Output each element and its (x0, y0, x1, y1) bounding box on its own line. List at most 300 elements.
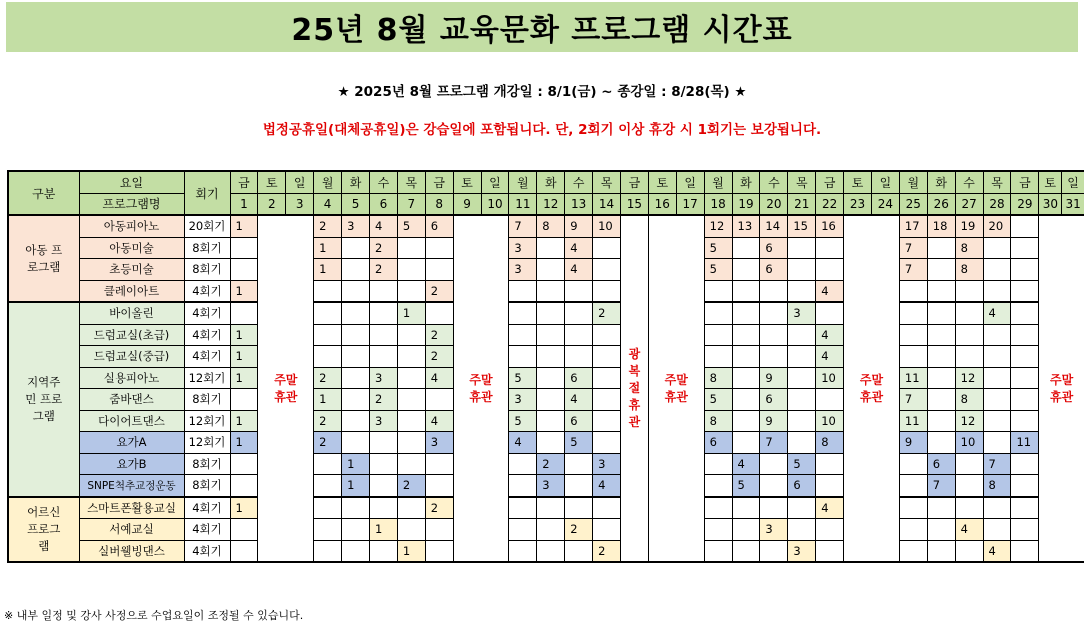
schedule-cell (565, 302, 593, 324)
date-cell: 15 (620, 193, 648, 215)
schedule-cell (788, 432, 816, 454)
weekday-cell: 일 (676, 171, 704, 193)
schedule-cell (704, 346, 732, 368)
schedule-cell (397, 280, 425, 302)
date-cell: 11 (509, 193, 537, 215)
schedule-cell (342, 432, 370, 454)
session-count: 4회기 (184, 280, 230, 302)
program-name: 요가B (79, 453, 184, 475)
schedule-cell (816, 259, 844, 281)
schedule-cell: 1 (230, 324, 258, 346)
date-cell: 10 (481, 193, 509, 215)
schedule-cell: 6 (760, 389, 788, 411)
schedule-cell (927, 367, 955, 389)
schedule-cell (369, 540, 397, 562)
schedule-cell: 3 (369, 367, 397, 389)
schedule-cell: 4 (369, 215, 397, 237)
schedule-cell (788, 367, 816, 389)
weekday-cell: 일 (871, 171, 899, 193)
schedule-cell: 7 (899, 237, 927, 259)
schedule-cell: 1 (342, 475, 370, 497)
schedule-cell (760, 453, 788, 475)
schedule-cell: 11 (899, 367, 927, 389)
schedule-cell: 5 (565, 432, 593, 454)
schedule-cell (1011, 497, 1039, 519)
schedule-cell (230, 237, 258, 259)
schedule-cell (1011, 453, 1039, 475)
date-cell: 26 (927, 193, 955, 215)
schedule-cell (342, 540, 370, 562)
schedule-cell (1011, 410, 1039, 432)
schedule-cell: 17 (899, 215, 927, 237)
schedule-cell (899, 324, 927, 346)
schedule-cell (369, 302, 397, 324)
schedule-cell (593, 237, 621, 259)
schedule-cell (593, 410, 621, 432)
schedule-cell: 6 (760, 237, 788, 259)
schedule-cell (314, 280, 342, 302)
schedule-cell (1011, 346, 1039, 368)
weekday-cell: 토 (1039, 171, 1062, 193)
schedule-cell (593, 346, 621, 368)
schedule-cell (927, 389, 955, 411)
session-count: 8회기 (184, 389, 230, 411)
schedule-cell (899, 280, 927, 302)
schedule-cell (537, 432, 565, 454)
program-name: 요가A (79, 432, 184, 454)
weekday-cell: 월 (314, 171, 342, 193)
session-count: 20회기 (184, 215, 230, 237)
weekday-cell: 토 (453, 171, 481, 193)
schedule-cell: 18 (927, 215, 955, 237)
weekday-cell: 목 (593, 171, 621, 193)
schedule-cell (537, 237, 565, 259)
schedule-cell (425, 302, 453, 324)
session-count: 8회기 (184, 237, 230, 259)
session-count: 12회기 (184, 367, 230, 389)
schedule-cell: 20 (983, 215, 1011, 237)
schedule-cell (425, 519, 453, 541)
weekday-cell: 일 (481, 171, 509, 193)
schedule-cell (509, 302, 537, 324)
weekday-cell: 화 (927, 171, 955, 193)
schedule-cell: 1 (369, 519, 397, 541)
schedule-cell: 1 (314, 237, 342, 259)
schedule-cell: 1 (230, 215, 258, 237)
date-cell: 9 (453, 193, 481, 215)
schedule-cell (230, 259, 258, 281)
session-count: 4회기 (184, 519, 230, 541)
schedule-cell (704, 497, 732, 519)
weekday-cell: 수 (955, 171, 983, 193)
schedule-cell: 1 (230, 346, 258, 368)
schedule-cell (788, 519, 816, 541)
schedule-cell (983, 280, 1011, 302)
schedule-cell: 2 (593, 302, 621, 324)
header-sessions: 회기 (184, 171, 230, 215)
schedule-cell: 5 (509, 367, 537, 389)
schedule-cell: 11 (1011, 432, 1039, 454)
schedule-cell: 8 (955, 389, 983, 411)
schedule-cell (899, 453, 927, 475)
date-cell: 29 (1011, 193, 1039, 215)
schedule-cell (788, 259, 816, 281)
date-cell: 30 (1039, 193, 1062, 215)
schedule-cell: 8 (537, 215, 565, 237)
schedule-cell: 3 (425, 432, 453, 454)
weekday-cell: 일 (286, 171, 314, 193)
schedule-cell (593, 280, 621, 302)
schedule-cell (1011, 259, 1039, 281)
schedule-cell (955, 346, 983, 368)
schedule-cell (927, 324, 955, 346)
schedule-cell (899, 519, 927, 541)
schedule-cell: 3 (509, 237, 537, 259)
schedule-cell (1011, 389, 1039, 411)
schedule-cell: 4 (816, 346, 844, 368)
schedule-cell (342, 302, 370, 324)
schedule-cell (425, 475, 453, 497)
weekday-cell: 목 (983, 171, 1011, 193)
schedule-cell (704, 302, 732, 324)
schedule-cell: 5 (397, 215, 425, 237)
schedule-cell (927, 302, 955, 324)
schedule-cell: 10 (593, 215, 621, 237)
schedule-cell (732, 410, 760, 432)
schedule-cell (509, 280, 537, 302)
schedule-cell: 3 (509, 389, 537, 411)
schedule-cell: 2 (425, 497, 453, 519)
schedule-cell (230, 389, 258, 411)
header-weekday: 요일 (79, 171, 184, 193)
schedule-cell: 1 (230, 497, 258, 519)
weekday-cell: 토 (648, 171, 676, 193)
schedule-cell: 10 (816, 367, 844, 389)
schedule-cell: 10 (816, 410, 844, 432)
schedule-cell (509, 519, 537, 541)
schedule-cell (593, 367, 621, 389)
schedule-cell: 1 (230, 432, 258, 454)
group-label: 지역주민 프로그램 (8, 302, 79, 497)
session-count: 4회기 (184, 302, 230, 324)
schedule-cell (425, 259, 453, 281)
schedule-cell (230, 302, 258, 324)
schedule-cell (927, 346, 955, 368)
program-name: 드럼교실(중급) (79, 346, 184, 368)
schedule-cell: 4 (565, 389, 593, 411)
schedule-cell (983, 259, 1011, 281)
schedule-cell (369, 280, 397, 302)
group-label: 어르신 프로그램 (8, 497, 79, 563)
schedule-cell (955, 453, 983, 475)
schedule-cell (927, 237, 955, 259)
schedule-table (7, 170, 1084, 563)
schedule-cell: 7 (899, 389, 927, 411)
schedule-cell (816, 302, 844, 324)
program-name: 초등미술 (79, 259, 184, 281)
date-cell: 1 (230, 193, 258, 215)
schedule-cell (397, 453, 425, 475)
schedule-cell (397, 237, 425, 259)
schedule-cell: 14 (760, 215, 788, 237)
schedule-cell: 8 (955, 237, 983, 259)
date-cell: 20 (760, 193, 788, 215)
schedule-cell (314, 302, 342, 324)
schedule-cell (983, 367, 1011, 389)
weekday-cell: 일 (1062, 171, 1084, 193)
schedule-cell: 3 (760, 519, 788, 541)
schedule-cell: 3 (369, 410, 397, 432)
session-count: 4회기 (184, 324, 230, 346)
weekend-closed: 주말 휴관 (1039, 215, 1084, 562)
schedule-cell (565, 475, 593, 497)
schedule-cell (899, 497, 927, 519)
schedule-cell (369, 497, 397, 519)
session-count: 12회기 (184, 432, 230, 454)
date-cell: 4 (314, 193, 342, 215)
date-cell: 14 (593, 193, 621, 215)
schedule-cell (983, 519, 1011, 541)
schedule-cell: 8 (955, 259, 983, 281)
schedule-cell: 5 (788, 453, 816, 475)
schedule-cell: 4 (983, 302, 1011, 324)
date-cell: 22 (816, 193, 844, 215)
schedule-cell (565, 453, 593, 475)
schedule-cell: 1 (230, 367, 258, 389)
schedule-cell: 8 (816, 432, 844, 454)
weekday-cell: 토 (844, 171, 872, 193)
schedule-cell (397, 324, 425, 346)
weekday-cell: 화 (342, 171, 370, 193)
weekday-cell: 금 (620, 171, 648, 193)
schedule-cell (342, 346, 370, 368)
date-cell: 27 (955, 193, 983, 215)
schedule-cell: 5 (704, 389, 732, 411)
schedule-cell (760, 280, 788, 302)
schedule-cell (537, 367, 565, 389)
schedule-cell (314, 324, 342, 346)
schedule-cell (397, 367, 425, 389)
schedule-cell (1011, 540, 1039, 562)
schedule-cell: 2 (314, 410, 342, 432)
weekday-cell: 월 (899, 171, 927, 193)
program-name: 아동피아노 (79, 215, 184, 237)
schedule-cell (927, 497, 955, 519)
schedule-cell (983, 346, 1011, 368)
schedule-cell (1011, 215, 1039, 237)
schedule-cell: 2 (314, 432, 342, 454)
schedule-cell (899, 346, 927, 368)
schedule-cell: 2 (425, 280, 453, 302)
schedule-cell (732, 497, 760, 519)
schedule-cell (816, 519, 844, 541)
schedule-cell: 9 (899, 432, 927, 454)
schedule-cell (537, 410, 565, 432)
program-name: 드럼교실(초급) (79, 324, 184, 346)
schedule-cell: 6 (704, 432, 732, 454)
weekday-cell: 금 (1011, 171, 1039, 193)
schedule-cell (593, 432, 621, 454)
schedule-cell (230, 540, 258, 562)
schedule-cell (593, 519, 621, 541)
schedule-cell (565, 540, 593, 562)
schedule-cell (816, 475, 844, 497)
schedule-cell (537, 302, 565, 324)
schedule-cell (927, 519, 955, 541)
schedule-cell (760, 346, 788, 368)
program-name: 스마트폰활용교실 (79, 497, 184, 519)
schedule-cell (230, 519, 258, 541)
schedule-cell: 3 (537, 475, 565, 497)
title-banner (6, 2, 1078, 52)
weekday-cell: 목 (397, 171, 425, 193)
schedule-cell (1011, 367, 1039, 389)
schedule-cell: 1 (230, 280, 258, 302)
schedule-cell: 2 (314, 367, 342, 389)
schedule-cell (899, 475, 927, 497)
weekday-cell: 월 (704, 171, 732, 193)
course-period: ★ 2025년 8월 프로그램 개강일 : 8/1(금) ~ 종강일 : 8/28(목) ★ (337, 84, 747, 100)
schedule-cell (397, 497, 425, 519)
schedule-cell (565, 280, 593, 302)
schedule-cell: 1 (230, 410, 258, 432)
weekday-cell: 금 (230, 171, 258, 193)
schedule-cell: 9 (760, 410, 788, 432)
schedule-cell (955, 280, 983, 302)
date-cell: 25 (899, 193, 927, 215)
session-count: 4회기 (184, 497, 230, 519)
schedule-cell: 3 (593, 453, 621, 475)
holiday-closed: 광 복 절 휴 관 (620, 215, 648, 562)
schedule-cell (537, 497, 565, 519)
program-name: 다이어트댄스 (79, 410, 184, 432)
schedule-cell (732, 367, 760, 389)
date-cell: 18 (704, 193, 732, 215)
program-name: 아동미술 (79, 237, 184, 259)
program-name: 서예교실 (79, 519, 184, 541)
program-name: 실용피아노 (79, 367, 184, 389)
schedule-cell (342, 237, 370, 259)
session-count: 8회기 (184, 259, 230, 281)
schedule-cell (565, 346, 593, 368)
schedule-cell (955, 540, 983, 562)
group-label: 아동 프로그램 (8, 215, 79, 302)
schedule-cell (899, 540, 927, 562)
schedule-cell (342, 280, 370, 302)
session-count: 8회기 (184, 475, 230, 497)
schedule-cell: 4 (425, 410, 453, 432)
schedule-cell: 7 (927, 475, 955, 497)
schedule-cell (732, 324, 760, 346)
schedule-cell (760, 497, 788, 519)
schedule-cell: 8 (704, 410, 732, 432)
session-count: 4회기 (184, 346, 230, 368)
schedule-cell: 2 (314, 215, 342, 237)
schedule-cell (1011, 302, 1039, 324)
schedule-cell (537, 259, 565, 281)
weekday-cell: 수 (565, 171, 593, 193)
schedule-cell (788, 324, 816, 346)
schedule-cell (230, 475, 258, 497)
schedule-cell (1011, 324, 1039, 346)
schedule-cell (369, 432, 397, 454)
schedule-cell: 2 (593, 540, 621, 562)
schedule-cell: 2 (425, 346, 453, 368)
schedule-cell: 4 (593, 475, 621, 497)
session-count: 8회기 (184, 453, 230, 475)
schedule-cell (593, 259, 621, 281)
schedule-cell (369, 324, 397, 346)
date-cell: 6 (369, 193, 397, 215)
schedule-cell: 2 (537, 453, 565, 475)
program-name: 줌바댄스 (79, 389, 184, 411)
schedule-cell (342, 410, 370, 432)
session-count: 12회기 (184, 410, 230, 432)
date-cell: 21 (788, 193, 816, 215)
schedule-cell: 5 (704, 259, 732, 281)
schedule-cell (760, 324, 788, 346)
schedule-cell: 2 (397, 475, 425, 497)
schedule-cell (369, 475, 397, 497)
weekend-closed: 주말 휴관 (648, 215, 704, 562)
schedule-cell (927, 410, 955, 432)
schedule-cell: 3 (342, 215, 370, 237)
schedule-cell: 6 (927, 453, 955, 475)
schedule-cell: 1 (314, 389, 342, 411)
holiday-notice: 법정공휴일(대체공휴일)은 강습일에 포함됩니다. 단, 2회기 이상 휴강 시 1회기는 보강됩니다. (262, 122, 822, 138)
schedule-cell: 7 (509, 215, 537, 237)
schedule-cell (537, 389, 565, 411)
schedule-cell: 3 (509, 259, 537, 281)
schedule-cell: 1 (397, 540, 425, 562)
weekday-cell: 금 (816, 171, 844, 193)
date-cell: 23 (844, 193, 872, 215)
schedule-cell (983, 389, 1011, 411)
weekend-closed: 주말 휴관 (258, 215, 314, 562)
schedule-cell (537, 519, 565, 541)
schedule-cell: 12 (955, 410, 983, 432)
schedule-cell: 12 (704, 215, 732, 237)
weekday-cell: 수 (369, 171, 397, 193)
schedule-cell: 9 (760, 367, 788, 389)
schedule-cell: 6 (760, 259, 788, 281)
schedule-cell (704, 519, 732, 541)
schedule-cell (983, 324, 1011, 346)
schedule-cell: 1 (397, 302, 425, 324)
schedule-cell: 13 (732, 215, 760, 237)
weekday-cell: 화 (537, 171, 565, 193)
schedule-cell (788, 410, 816, 432)
schedule-cell: 1 (342, 453, 370, 475)
schedule-cell: 1 (314, 259, 342, 281)
schedule-cell (1011, 475, 1039, 497)
schedule-cell (927, 280, 955, 302)
page-title: 25년 8월 교육문화 프로그램 시간표 (291, 13, 793, 48)
date-cell: 28 (983, 193, 1011, 215)
schedule-cell (509, 475, 537, 497)
schedule-cell: 6 (565, 410, 593, 432)
schedule-cell (732, 540, 760, 562)
schedule-cell (732, 259, 760, 281)
schedule-cell (732, 432, 760, 454)
schedule-cell: 16 (816, 215, 844, 237)
date-cell: 5 (342, 193, 370, 215)
schedule-cell: 4 (565, 259, 593, 281)
schedule-cell (314, 346, 342, 368)
schedule-cell (788, 346, 816, 368)
schedule-cell: 15 (788, 215, 816, 237)
schedule-cell (927, 432, 955, 454)
